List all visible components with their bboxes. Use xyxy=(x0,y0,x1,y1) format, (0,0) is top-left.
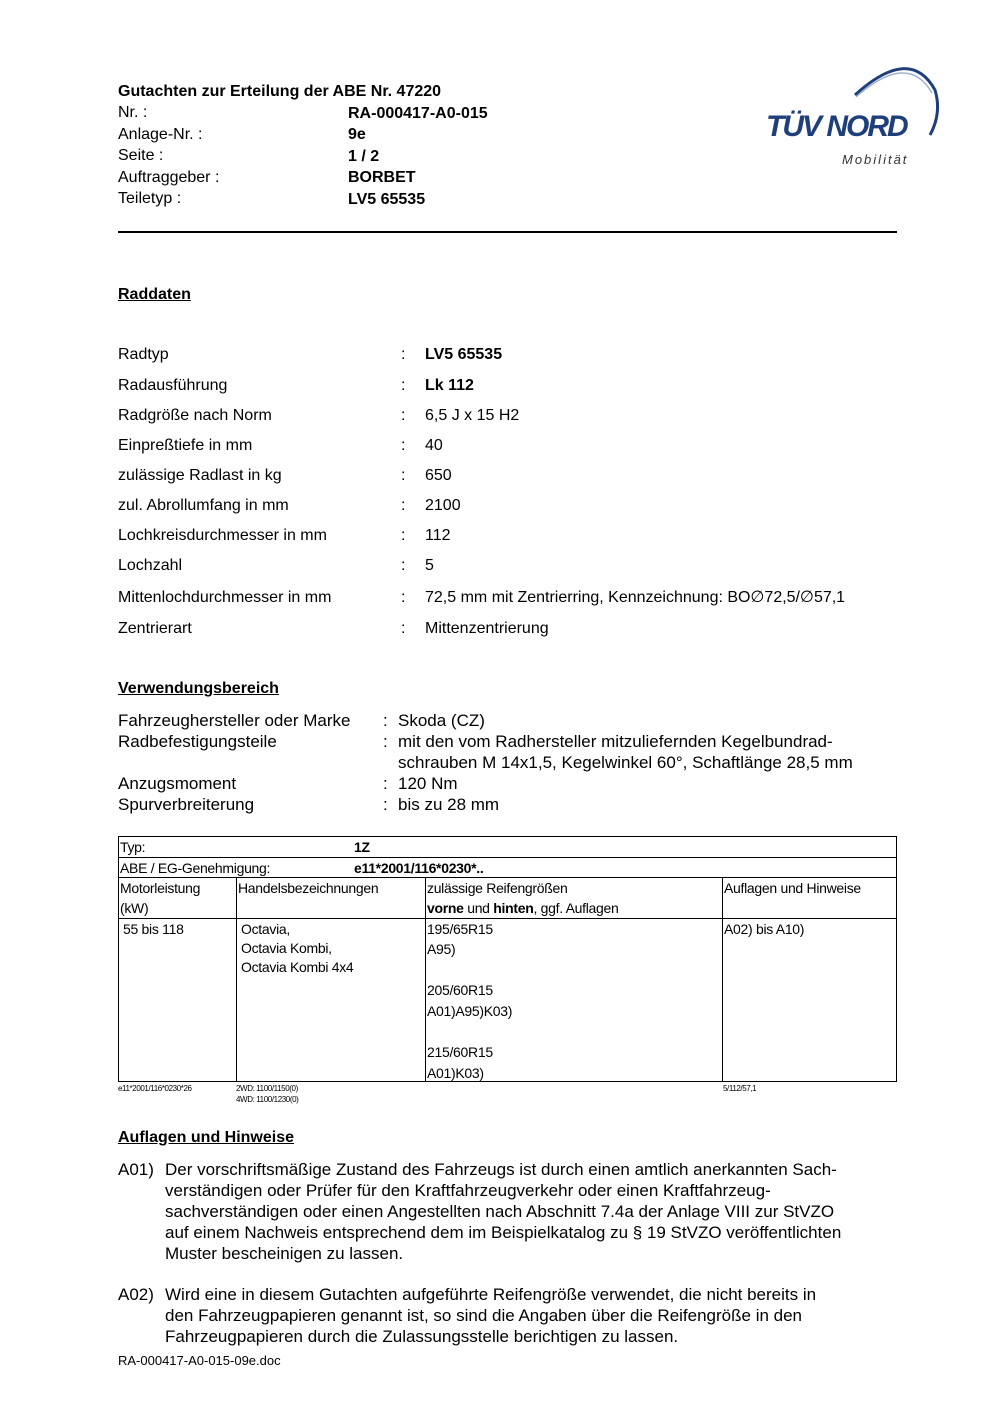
header-divider xyxy=(118,231,897,233)
auflagen-range: A02) bis A10) xyxy=(724,921,805,937)
raddaten-label: Radausführung xyxy=(118,377,228,394)
auflage-line: auf einem Nachweis entsprechend dem im Beispielkatalog zu § 19 StVZO veröffentlichten xyxy=(165,1223,842,1242)
tuev-nord-logo xyxy=(760,55,945,175)
raddaten-value: Mittenzentrierung xyxy=(425,620,549,637)
tire-codes: A95) xyxy=(427,941,456,957)
auflage-text xyxy=(165,1284,905,1347)
raddaten-colon: : xyxy=(401,557,406,574)
verwendung-value-cont: schrauben M 14x1,5, Kegelwinkel 60°, Schaftlänge 28,5 mm xyxy=(398,753,853,772)
motor-range: 55 bis 118 xyxy=(123,921,184,937)
raddaten-colon: : xyxy=(401,620,406,637)
header-motor: Motorleistung xyxy=(120,880,201,896)
auflage-line: den Fahrzeugpapieren genannt ist, so sind die Angaben über die Reifengröße in den xyxy=(165,1306,803,1325)
header-auflagen: Auflagen und Hinweise xyxy=(724,880,861,896)
table-rule xyxy=(722,877,723,1081)
header-nr-label: Nr. : xyxy=(118,104,148,121)
raddaten-label: Radgröße nach Norm xyxy=(118,407,272,424)
auflage-line: Der vorschriftsmäßige Zustand des Fahrzeugs ist durch einen amtlich anerkannten Sach- xyxy=(165,1160,837,1179)
typ-label: Typ: xyxy=(120,839,146,855)
verwendung-colon: : xyxy=(383,795,388,814)
verwendung-value: Skoda (CZ) xyxy=(398,711,485,730)
footnote-abe: e11*2001/116*0230*26 xyxy=(118,1084,192,1093)
handel-name: Octavia Kombi, xyxy=(241,940,332,956)
raddaten-value: 40 xyxy=(425,437,443,454)
raddaten-colon: : xyxy=(401,407,406,424)
verwendung-label: Anzugsmoment xyxy=(118,774,237,793)
footnote-4wd: 4WD: 1100/1230(0) xyxy=(236,1095,299,1104)
verwendung-value: mit den vom Radhersteller mitzuliefernden Kegelbundrad- xyxy=(398,732,833,751)
header-teiletyp-label: Teiletyp : xyxy=(118,190,182,207)
logo-brand: TÜV NORD xyxy=(766,110,907,143)
raddaten-label: zul. Abrollumfang in mm xyxy=(118,497,289,514)
raddaten-label: Einpreßtiefe in mm xyxy=(118,437,253,454)
header-vorne: vorne xyxy=(427,900,464,916)
raddaten-colon: : xyxy=(401,497,406,514)
raddaten-colon: : xyxy=(401,346,406,363)
raddaten-value: Lk 112 xyxy=(425,377,474,394)
header-hinten: hinten xyxy=(493,900,534,916)
raddaten-label: Mittenlochdurchmesser in mm xyxy=(118,589,332,606)
auflage-line: Fahrzeugpapieren durch die Zulassungsstelle berichtigen zu lassen. xyxy=(165,1327,679,1346)
auflage-line: Muster bescheinigen zu lassen. xyxy=(165,1244,404,1263)
raddaten-colon: : xyxy=(401,437,406,454)
raddaten-title: Raddaten xyxy=(118,286,191,303)
raddaten-value: 5 xyxy=(425,557,434,574)
tire-codes: A01)K03) xyxy=(427,1065,484,1081)
raddaten-colon: : xyxy=(401,377,406,394)
header-und: und xyxy=(463,900,494,916)
header-anlage-value: 9e xyxy=(348,126,366,143)
header-nr-value: RA-000417-A0-015 xyxy=(348,105,488,122)
logo-tagline: Mobilität xyxy=(842,152,909,167)
raddaten-value: 6,5 J x 15 H2 xyxy=(425,407,520,424)
auflage-text xyxy=(165,1159,905,1264)
report-title: Gutachten zur Erteilung der ABE Nr. 47220 xyxy=(118,83,442,100)
header-seite-value: 1 / 2 xyxy=(348,148,380,165)
header-auftraggeber-label: Auftraggeber : xyxy=(118,169,220,186)
header-reifen: zulässige Reifengrößen xyxy=(427,880,568,896)
handel-name: Octavia Kombi 4x4 xyxy=(241,959,354,975)
verwendung-colon: : xyxy=(383,711,388,730)
verwendung-colon: : xyxy=(383,732,388,751)
verwendung-colon: : xyxy=(383,774,388,793)
raddaten-colon: : xyxy=(401,527,406,544)
raddaten-label: zulässige Radlast in kg xyxy=(118,467,282,484)
footnote-2wd: 2WD: 1100/1150(0) xyxy=(236,1084,298,1093)
raddaten-label: Zentrierart xyxy=(118,620,192,637)
auflage-code: A01) xyxy=(118,1160,154,1179)
header-handel: Handelsbezeichnungen xyxy=(238,880,379,896)
handel-name: Octavia, xyxy=(241,921,290,937)
verwendung-label: Fahrzeughersteller oder Marke xyxy=(118,711,351,730)
raddaten-value: 2100 xyxy=(425,497,461,514)
header-motor-unit: (kW) xyxy=(120,900,149,916)
auflage-line: verständigen oder Prüfer für den Kraftfahrzeugverkehr oder einen Kraftfahrzeug- xyxy=(165,1181,771,1200)
footer-filename: RA-000417-A0-015-09e.doc xyxy=(118,1353,281,1368)
footnote-lk: 5/112/57,1 xyxy=(723,1084,757,1093)
raddaten-value: 72,5 mm mit Zentrierring, Kennzeichnung: BO∅72,5/∅57,1 xyxy=(425,589,846,606)
verwendung-label: Spurverbreiterung xyxy=(118,795,255,814)
raddaten-colon: : xyxy=(401,467,406,484)
header-teiletyp-value: LV5 65535 xyxy=(348,191,426,208)
table-rule xyxy=(425,877,426,1081)
tire-codes: A01)A95)K03) xyxy=(427,1003,513,1019)
header-auflagen-suffix: , ggf. Auflagen xyxy=(533,900,619,916)
table-rule xyxy=(236,877,237,1081)
header-reifen-sub xyxy=(427,898,619,918)
typ-value: 1Z xyxy=(354,839,370,855)
tire-size: 215/60R15 xyxy=(427,1044,493,1060)
tire-size: 205/60R15 xyxy=(427,982,493,998)
auflage-line: sachverständigen oder einen Angestellten nach Abschnitt 7.4a der Anlage VIII zur StVZO xyxy=(165,1202,835,1221)
tire-size: 195/65R15 xyxy=(427,921,493,937)
tire-table xyxy=(118,836,897,1082)
header-seite-label: Seite : xyxy=(118,147,164,164)
verwendung-title: Verwendungsbereich xyxy=(118,680,279,697)
verwendung-value: bis zu 28 mm xyxy=(398,795,500,814)
abe-value: e11*2001/116*0230*.. xyxy=(354,860,484,876)
auflage-line: Wird eine in diesem Gutachten aufgeführte Reifengröße verwendet, die nicht bereits in xyxy=(165,1285,817,1304)
header-auftraggeber-value: BORBET xyxy=(348,169,416,186)
header-anlage-label: Anlage-Nr. : xyxy=(118,126,203,143)
raddaten-label: Lochzahl xyxy=(118,557,183,574)
raddaten-value: 650 xyxy=(425,467,452,484)
auflage-code: A02) xyxy=(118,1285,154,1304)
raddaten-colon: : xyxy=(401,589,406,606)
raddaten-value: 112 xyxy=(425,527,451,544)
verwendung-label: Radbefestigungsteile xyxy=(118,732,277,751)
verwendung-value: 120 Nm xyxy=(398,774,458,793)
raddaten-value: LV5 65535 xyxy=(425,346,503,363)
raddaten-label: Lochkreisdurchmesser in mm xyxy=(118,527,327,544)
auflagen-title: Auflagen und Hinweise xyxy=(118,1129,295,1146)
raddaten-label: Radtyp xyxy=(118,346,169,363)
abe-label: ABE / EG-Genehmigung: xyxy=(120,860,271,876)
